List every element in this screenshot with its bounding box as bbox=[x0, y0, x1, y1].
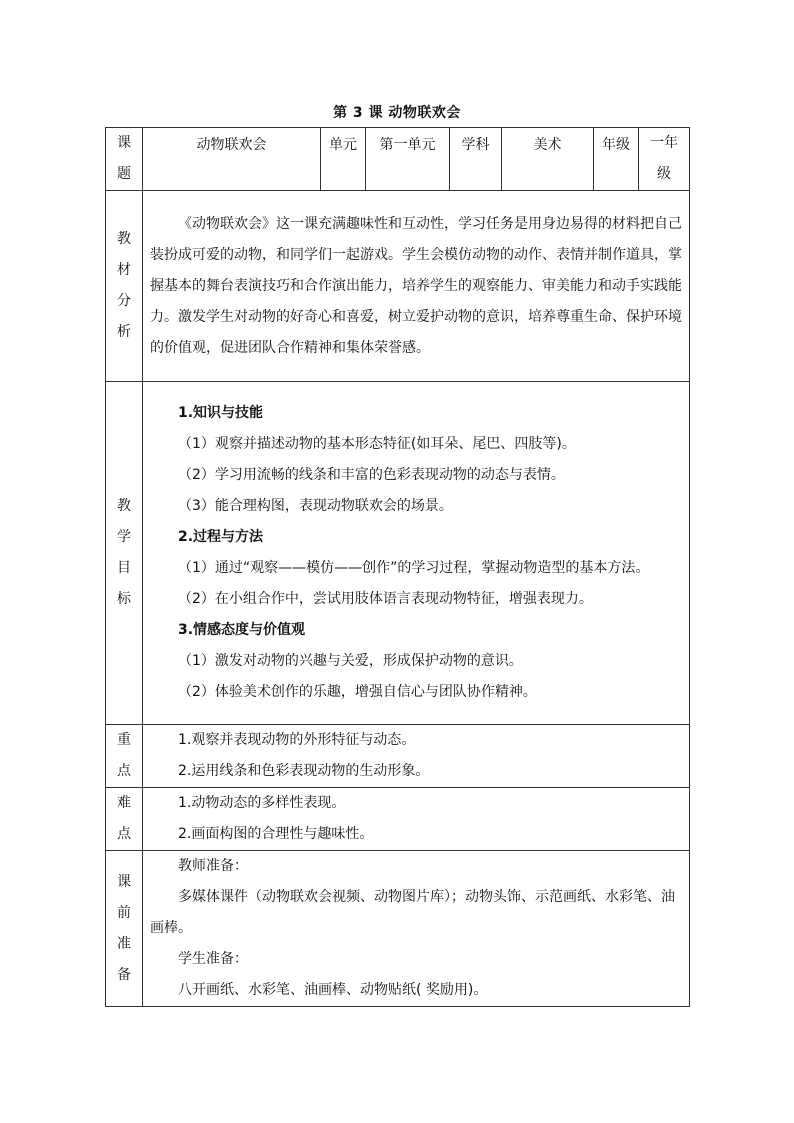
unit-value: 第一单元 bbox=[366, 128, 450, 191]
objective-item: （1）激发对动物的兴趣与关爱，形成保护动物的意识。 bbox=[178, 653, 523, 669]
section-heading: 3.情感态度与价值观 bbox=[178, 622, 306, 638]
objective-item: （1）观察并描述动物的基本形态特征(如耳朵、尾巴、四肢等)。 bbox=[178, 436, 576, 452]
difficulty-item: 1.动物动态的多样性表现。 bbox=[178, 795, 346, 811]
key-point-item: 2.运用线条和色彩表现动物的生动形象。 bbox=[178, 763, 430, 779]
difficulties-row bbox=[106, 788, 690, 851]
analysis-label: 教 材 分 析 bbox=[106, 191, 143, 382]
objectives-label: 教 学 目 标 bbox=[106, 382, 143, 725]
analysis-text: 《动物联欢会》这一课充满趣味性和互动性，学习任务是用身边易得的材料把自己装扮成可爱的动物，和同学们一起游戏。学生会模仿动物的动作、表情并制作道具，掌握基本的舞台表演技巧和合作演出能力，培养学生的观察能力、审美能力和动手实践能力。激发学生对动物的好奇心和喜爱，树立爱护动物的意识，培养尊重生命、保护环境的价值观，促进团队合作精神和集体荣誉感。 bbox=[150, 215, 682, 356]
preparation-row bbox=[106, 851, 690, 1007]
preparation-label: 课 前 准 备 bbox=[106, 851, 143, 1007]
key-points-content bbox=[143, 725, 690, 788]
key-points-label: 重 点 bbox=[106, 725, 143, 788]
unit-label: 单元 bbox=[321, 128, 366, 191]
section-heading: 1.知识与技能 bbox=[178, 405, 264, 421]
page-title: 第 3 课 动物联欢会 bbox=[333, 105, 461, 121]
key-point-item: 1.观察并表现动物的外形特征与动态。 bbox=[178, 732, 416, 748]
difficulty-item: 2.画面构图的合理性与趣味性。 bbox=[178, 826, 374, 842]
preparation-content bbox=[143, 851, 690, 1007]
student-prep-text: 八开画纸、水彩笔、油画棒、动物贴纸( 奖励用)。 bbox=[178, 982, 488, 998]
topic-label: 课 题 bbox=[106, 128, 143, 191]
difficulties-content bbox=[143, 788, 690, 851]
teacher-prep-heading: 教师准备： bbox=[178, 858, 248, 874]
analysis-content bbox=[143, 191, 690, 382]
objective-item: （1）通过“观察——模仿——创作”的学习过程，掌握动物造型的基本方法。 bbox=[178, 560, 650, 576]
objective-item: （2）在小组合作中，尝试用肢体语言表现动物特征，增强表现力。 bbox=[178, 591, 593, 607]
difficulties-label: 难 点 bbox=[106, 788, 143, 851]
objective-item: （3）能合理构图，表现动物联欢会的场景。 bbox=[178, 498, 453, 514]
header-row bbox=[106, 128, 690, 191]
objective-item: （2）学习用流畅的线条和丰富的色彩表现动物的动态与表情。 bbox=[178, 467, 565, 483]
lesson-plan-table bbox=[105, 127, 690, 1007]
section-heading: 2.过程与方法 bbox=[178, 529, 264, 545]
teacher-prep-text: 多媒体课件（动物联欢会视频、动物图片库）；动物头饰、示范画纸、水彩笔、油画棒。 bbox=[150, 889, 675, 936]
objectives-content bbox=[143, 382, 690, 725]
objective-item: （2）体验美术创作的乐趣，增强自信心与团队协作精神。 bbox=[178, 684, 537, 700]
grade-value: 一年 级 bbox=[639, 128, 690, 191]
student-prep-heading: 学生准备： bbox=[178, 951, 248, 967]
objectives-row bbox=[106, 382, 690, 725]
key-points-row bbox=[106, 725, 690, 788]
subject-label: 学科 bbox=[450, 128, 502, 191]
topic-value: 动物联欢会 bbox=[143, 128, 321, 191]
analysis-row bbox=[106, 191, 690, 382]
grade-label: 年级 bbox=[594, 128, 639, 191]
subject-value: 美术 bbox=[502, 128, 594, 191]
